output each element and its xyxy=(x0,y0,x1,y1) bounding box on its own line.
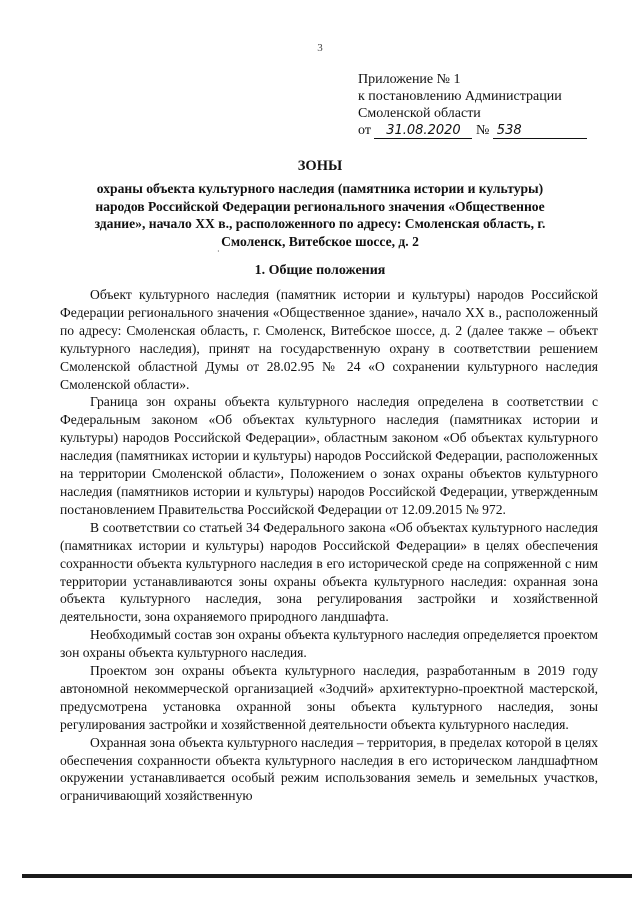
document-title: ЗОНЫ xyxy=(297,158,343,174)
handwritten-date: 31.08.2020 xyxy=(374,124,472,139)
section-heading: 1. Общие положения xyxy=(254,263,386,278)
appendix-header xyxy=(358,71,587,139)
appendix-line-3: Смоленской области xyxy=(358,106,481,121)
paragraph-5: Проектом зон охраны объекта культурного наследия, разработанным в 2019 году автономной некоммерческой организацией «Зодчий» архитектурно-проектной мастерской, предусмотрена установка охранной зоны объекта культурного наследия, зоны регулирования застройки и хозяйственной деятельности объекта культурного наследия. xyxy=(60,663,598,732)
appendix-line-2: к постановлению Администрации xyxy=(358,89,562,104)
page-number: 3 xyxy=(317,42,323,54)
paragraph-2: Граница зон охраны объекта культурного наследия определена в соответствии с Федеральным законом «Об объектах культурного наследия (памятниках истории и культуры) народов Российской Федерации», областным законом «Об объектах культурного наследия (памятниках истории и культуры) народов Российской Федерации, расположенных на территории Смоленской области», Положением о зонах охраны объектов культурного наследия (памятников истории и культуры) народов Российской Федерации, утвержденным постановлением Правительства Российской Федерации от 12.09.2015 № 972. xyxy=(60,394,598,517)
paragraph-6: Охранная зона объекта культурного наследия – территория, в пределах которой в целях обеспечения сохранности объекта культурного наследия в его историческом ландшафтном окружении устанавливается особый режим использования земель и земельных участков, ограничивающий хозяйственную xyxy=(60,734,598,804)
paragraph-3: В соответствии со статьей 34 Федерального закона «Об объектах культурного наследия (памятниках истории и культуры) народов Российской Федерации» в целях обеспечения сохранности объекта культурного наследия в его исторической среде на сопряженной с ним территории устанавливаются зоны охраны объекта культурного наследия: охранная зона объекта культурного наследия, зона регулирования застройки и хозяйственной деятельности, зона охраняемого природного ландшафта. xyxy=(60,519,598,625)
number-label: № xyxy=(475,123,490,138)
body-text xyxy=(60,286,598,805)
handwritten-number: 538 xyxy=(493,124,587,139)
appendix-line-1: Приложение № 1 xyxy=(358,72,461,87)
document-subtitle: охраны объекта культурного наследия (памятника истории и культуры) народов Российской Федерации регионального значения «Общественное здание», начало XX в., расположенного по адресу: Смоленская область, г. Смоленск, Витебское шоссе, д. 2 xyxy=(94,181,546,249)
appendix-date-row xyxy=(358,122,587,139)
stray-dot: · xyxy=(217,247,220,256)
from-label: от xyxy=(358,123,371,138)
scan-edge-line xyxy=(22,874,632,878)
paragraph-1: Объект культурного наследия (памятник истории и культуры) народов Российской Федерации регионального значения «Общественное здание», начало XX в., расположенный по адресу: Смоленская область, г. Смоленск, Витебское шоссе, д. 2 (далее также – объект культурного наследия), принят на государственную охрану в соответствии решением Смоленской областной Думы от 28.02.95 № 24 «О сохранении культурного наследия Смоленской области». xyxy=(60,287,598,392)
paragraph-4: Необходимый состав зон охраны объекта культурного наследия определяется проектом зон охраны объекта культурного наследия. xyxy=(60,627,598,661)
